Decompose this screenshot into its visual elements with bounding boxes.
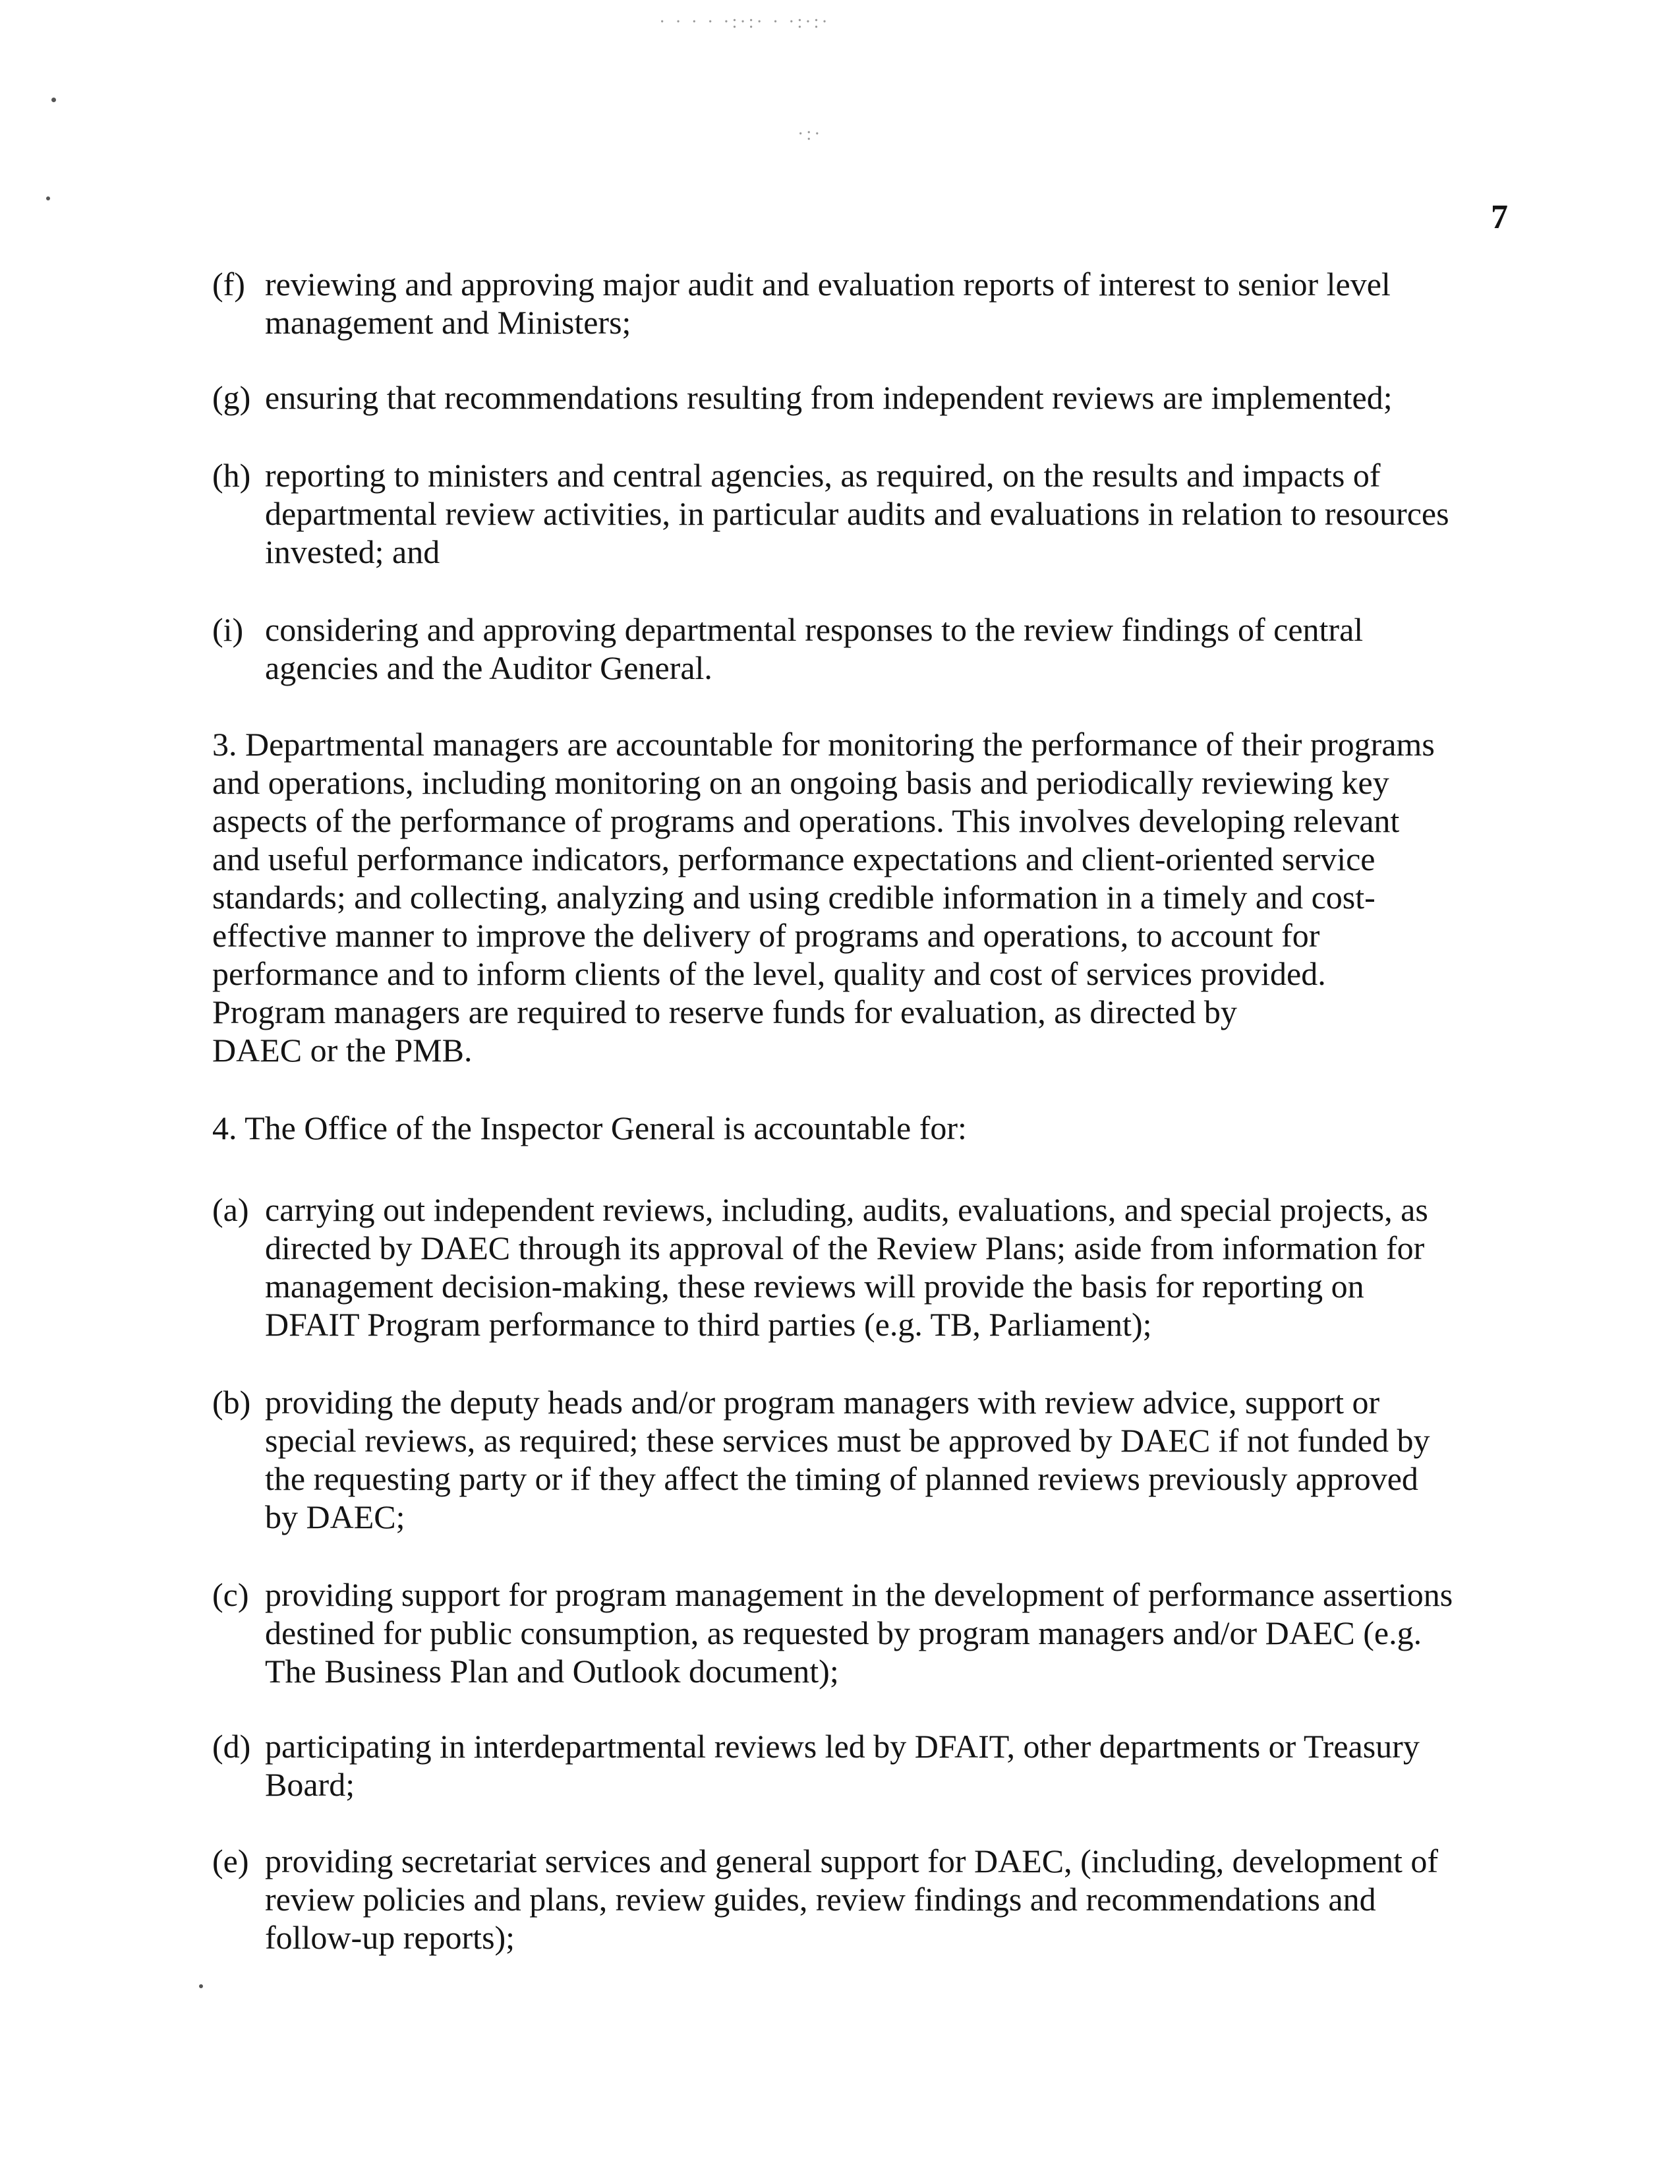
item-line: invested; and bbox=[265, 533, 440, 570]
paragraph-line: standards; and collecting, analyzing and using credible information in a timely and cost- bbox=[212, 879, 1376, 916]
item-line: destined for public consumption, as requested by program managers and/or DAEC (e.g. bbox=[265, 1614, 1422, 1651]
paragraph-3 bbox=[212, 725, 1435, 1069]
paragraph-line: aspects of the performance of programs and operations. This involves developing relevant bbox=[212, 802, 1400, 839]
item-line: the requesting party or if they affect the timing of planned reviews previously approved bbox=[265, 1460, 1418, 1497]
item-line: considering and approving departmental responses to the review findings of central bbox=[265, 611, 1364, 648]
item-line: special reviews, as required; these services must be approved by DAEC if not funded by bbox=[265, 1422, 1430, 1459]
item-label: (g) bbox=[212, 379, 251, 416]
item-line: providing the deputy heads and/or program managers with review advice, support or bbox=[265, 1384, 1380, 1421]
scan-speck bbox=[51, 98, 56, 102]
scan-smudge: · · · · ·:·:· · ·:·:· bbox=[659, 12, 830, 32]
item-line: directed by DAEC through its approval of the Review Plans; aside from information for bbox=[265, 1229, 1425, 1266]
item-line: departmental review activities, in particular audits and evaluations in relation to resources bbox=[265, 495, 1449, 532]
paragraph-line: 3. Departmental managers are accountable for monitoring the performance of their programs bbox=[212, 726, 1435, 763]
paragraph-line: and operations, including monitoring on an ongoing basis and periodically reviewing key bbox=[212, 764, 1389, 801]
item-line: agencies and the Auditor General. bbox=[265, 649, 712, 686]
scan-smudge: ·:· bbox=[797, 124, 823, 144]
item-label: (c) bbox=[212, 1576, 249, 1613]
item-line: Board; bbox=[265, 1766, 355, 1803]
paragraph-line: effective manner to improve the delivery of programs and operations, to account for bbox=[212, 917, 1320, 954]
paragraph-line: Program managers are required to reserve funds for evaluation, as directed by bbox=[212, 993, 1237, 1030]
paragraph-line: performance and to inform clients of the level, quality and cost of services provided. bbox=[212, 955, 1326, 992]
page-number: 7 bbox=[1491, 198, 1508, 236]
item-label: (d) bbox=[212, 1728, 251, 1765]
item-line: management decision-making, these reviews will provide the basis for reporting on bbox=[265, 1268, 1364, 1305]
scan-speck bbox=[199, 1984, 203, 1988]
item-line: reporting to ministers and central agencies, as required, on the results and impacts of bbox=[265, 457, 1381, 494]
item-line: ensuring that recommendations resulting from independent reviews are implemented; bbox=[265, 379, 1393, 416]
paragraph-line: and useful performance indicators, performance expectations and client-oriented service bbox=[212, 841, 1376, 877]
item-line: participating in interdepartmental reviews led by DFAIT, other departments or Treasury bbox=[265, 1728, 1420, 1765]
item-line: management and Ministers; bbox=[265, 304, 631, 341]
item-line: providing support for program management in the development of performance assertions bbox=[265, 1576, 1453, 1613]
item-label: (i) bbox=[212, 611, 244, 648]
item-line: by DAEC; bbox=[265, 1498, 405, 1535]
scan-speck bbox=[46, 196, 50, 200]
item-label: (a) bbox=[212, 1191, 249, 1228]
item-line: The Business Plan and Outlook document); bbox=[265, 1653, 839, 1690]
item-label: (f) bbox=[212, 266, 245, 303]
item-line: DFAIT Program performance to third parties (e.g. TB, Parliament); bbox=[265, 1306, 1152, 1343]
item-label: (h) bbox=[212, 457, 251, 494]
item-label: (b) bbox=[212, 1384, 251, 1421]
item-label: (e) bbox=[212, 1843, 249, 1879]
item-line: carrying out independent reviews, including, audits, evaluations, and special projects, as bbox=[265, 1191, 1428, 1228]
item-line: reviewing and approving major audit and evaluation reports of interest to senior level bbox=[265, 266, 1391, 303]
item-line: follow-up reports); bbox=[265, 1919, 515, 1956]
item-line: providing secretariat services and general support for DAEC, (including, development of bbox=[265, 1843, 1439, 1879]
paragraph-line: 4. The Office of the Inspector General is accountable for: bbox=[212, 1109, 967, 1146]
paragraph-4-heading bbox=[212, 1109, 967, 1147]
paragraph-line: DAEC or the PMB. bbox=[212, 1032, 473, 1069]
item-line: review policies and plans, review guides, review findings and recommendations and bbox=[265, 1881, 1376, 1918]
